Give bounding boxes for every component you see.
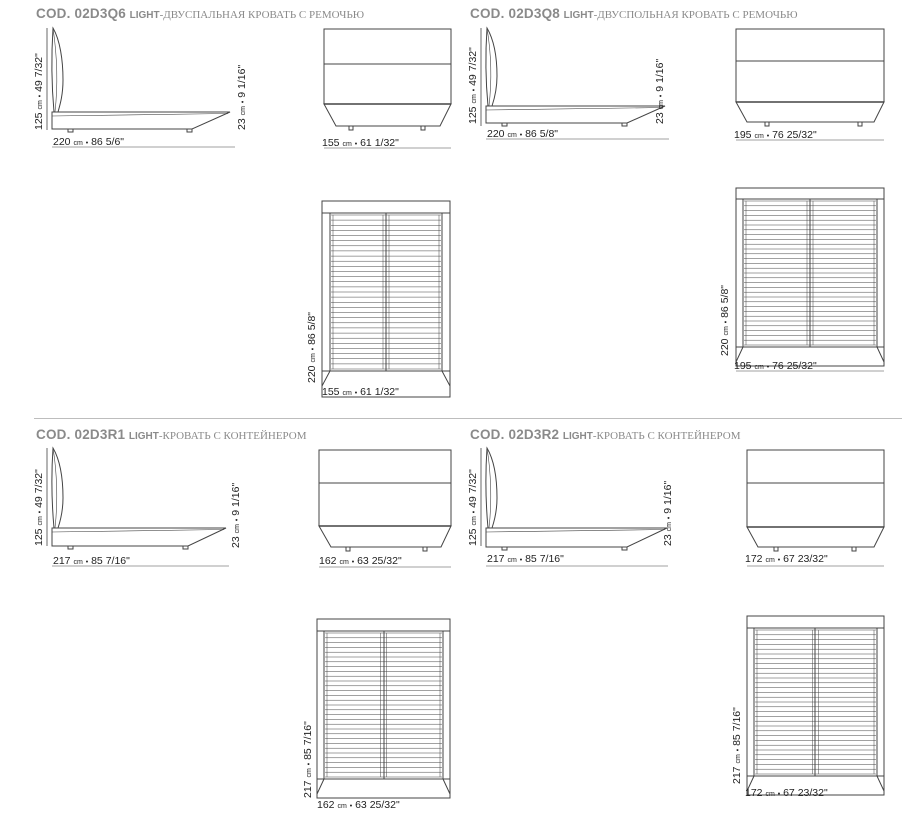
side-height-dimension: 125 cm • 49 7/32" [33, 469, 45, 546]
product-code: COD. 02D3Q6 [36, 6, 126, 21]
side-length-dimension: 217 cm • 85 7/16" [487, 553, 564, 565]
base-height-dimension: 23 cm • 9 1/16" [662, 480, 674, 546]
top-length-dimension: 220 cm • 86 5/8" [306, 311, 318, 383]
product-section-02D3Q6 [0, 0, 454, 410]
side-view-drawing [481, 448, 668, 566]
product-code: COD. 02D3R1 [36, 427, 126, 442]
product-description: -КРОВАТЬ С КОНТЕЙНЕРОМ [592, 430, 741, 442]
front-width-dimension: 195 cm • 76 25/32" [734, 129, 817, 141]
top-view-drawing [736, 188, 884, 371]
side-length-dimension: 220 cm • 86 5/6" [53, 136, 125, 148]
product-model: LIGHT [563, 10, 594, 21]
product-model: LIGHT [562, 431, 593, 442]
front-view-drawing [319, 450, 451, 567]
front-view-drawing [747, 450, 884, 566]
front-width-dimension: 155 cm • 61 1/32" [322, 137, 399, 149]
base-height-dimension: 23 cm • 9 1/16" [236, 64, 248, 130]
front-view-drawing [736, 29, 884, 140]
top-view-drawing [747, 616, 884, 795]
top-width-dimension: 172 cm • 67 23/32" [745, 787, 828, 799]
top-length-dimension: 217 cm • 85 7/16" [302, 721, 314, 798]
product-code: COD. 02D3Q8 [470, 6, 560, 21]
top-width-dimension: 155 cm • 61 1/32" [322, 386, 399, 398]
top-length-dimension: 217 cm • 85 7/16" [731, 707, 743, 784]
bed-drawings [454, 420, 908, 822]
product-model: LIGHT [129, 10, 160, 21]
bed-drawings [0, 420, 454, 822]
top-view-drawing [317, 619, 450, 798]
base-height-dimension: 23 cm • 9 1/16" [654, 58, 666, 124]
side-length-dimension: 217 cm • 85 7/16" [53, 555, 130, 567]
side-length-dimension: 220 cm • 86 5/8" [487, 128, 559, 140]
top-view-drawing [322, 201, 450, 397]
bed-drawings [0, 0, 454, 410]
side-view-drawing [47, 448, 229, 566]
product-model: LIGHT [128, 431, 159, 442]
product-section-02D3R1 [0, 420, 454, 822]
front-width-dimension: 172 cm • 67 23/32" [745, 553, 828, 565]
top-length-dimension: 220 cm • 86 5/8" [719, 284, 731, 356]
product-section-02D3Q8 [454, 0, 908, 410]
side-height-dimension: 125 cm • 49 7/32" [467, 469, 479, 546]
base-height-dimension: 23 cm • 9 1/16" [230, 482, 242, 548]
product-description: -ДВУСПОЛЬНАЯ КРОВАТЬ С РЕМОЧЬЮ [593, 9, 798, 21]
side-height-dimension: 125 cm • 49 7/32" [467, 47, 479, 124]
front-view-drawing [324, 29, 451, 148]
top-width-dimension: 195 cm • 76 25/32" [734, 360, 817, 372]
bed-drawings [454, 0, 908, 410]
product-description: -КРОВАТЬ С КОНТЕЙНЕРОМ [158, 430, 307, 442]
product-description: -ДВУСПАЛЬНАЯ КРОВАТЬ С РЕМОЧЬЮ [159, 9, 365, 21]
side-view-drawing [47, 28, 235, 147]
product-section-02D3R2 [454, 420, 908, 822]
product-code: COD. 02D3R2 [470, 427, 560, 442]
front-width-dimension: 162 cm • 63 25/32" [319, 555, 402, 567]
top-width-dimension: 162 cm • 63 25/32" [317, 799, 400, 811]
side-view-drawing [481, 28, 669, 139]
side-height-dimension: 125 cm • 49 7/32" [33, 53, 45, 130]
section-divider [34, 418, 902, 419]
